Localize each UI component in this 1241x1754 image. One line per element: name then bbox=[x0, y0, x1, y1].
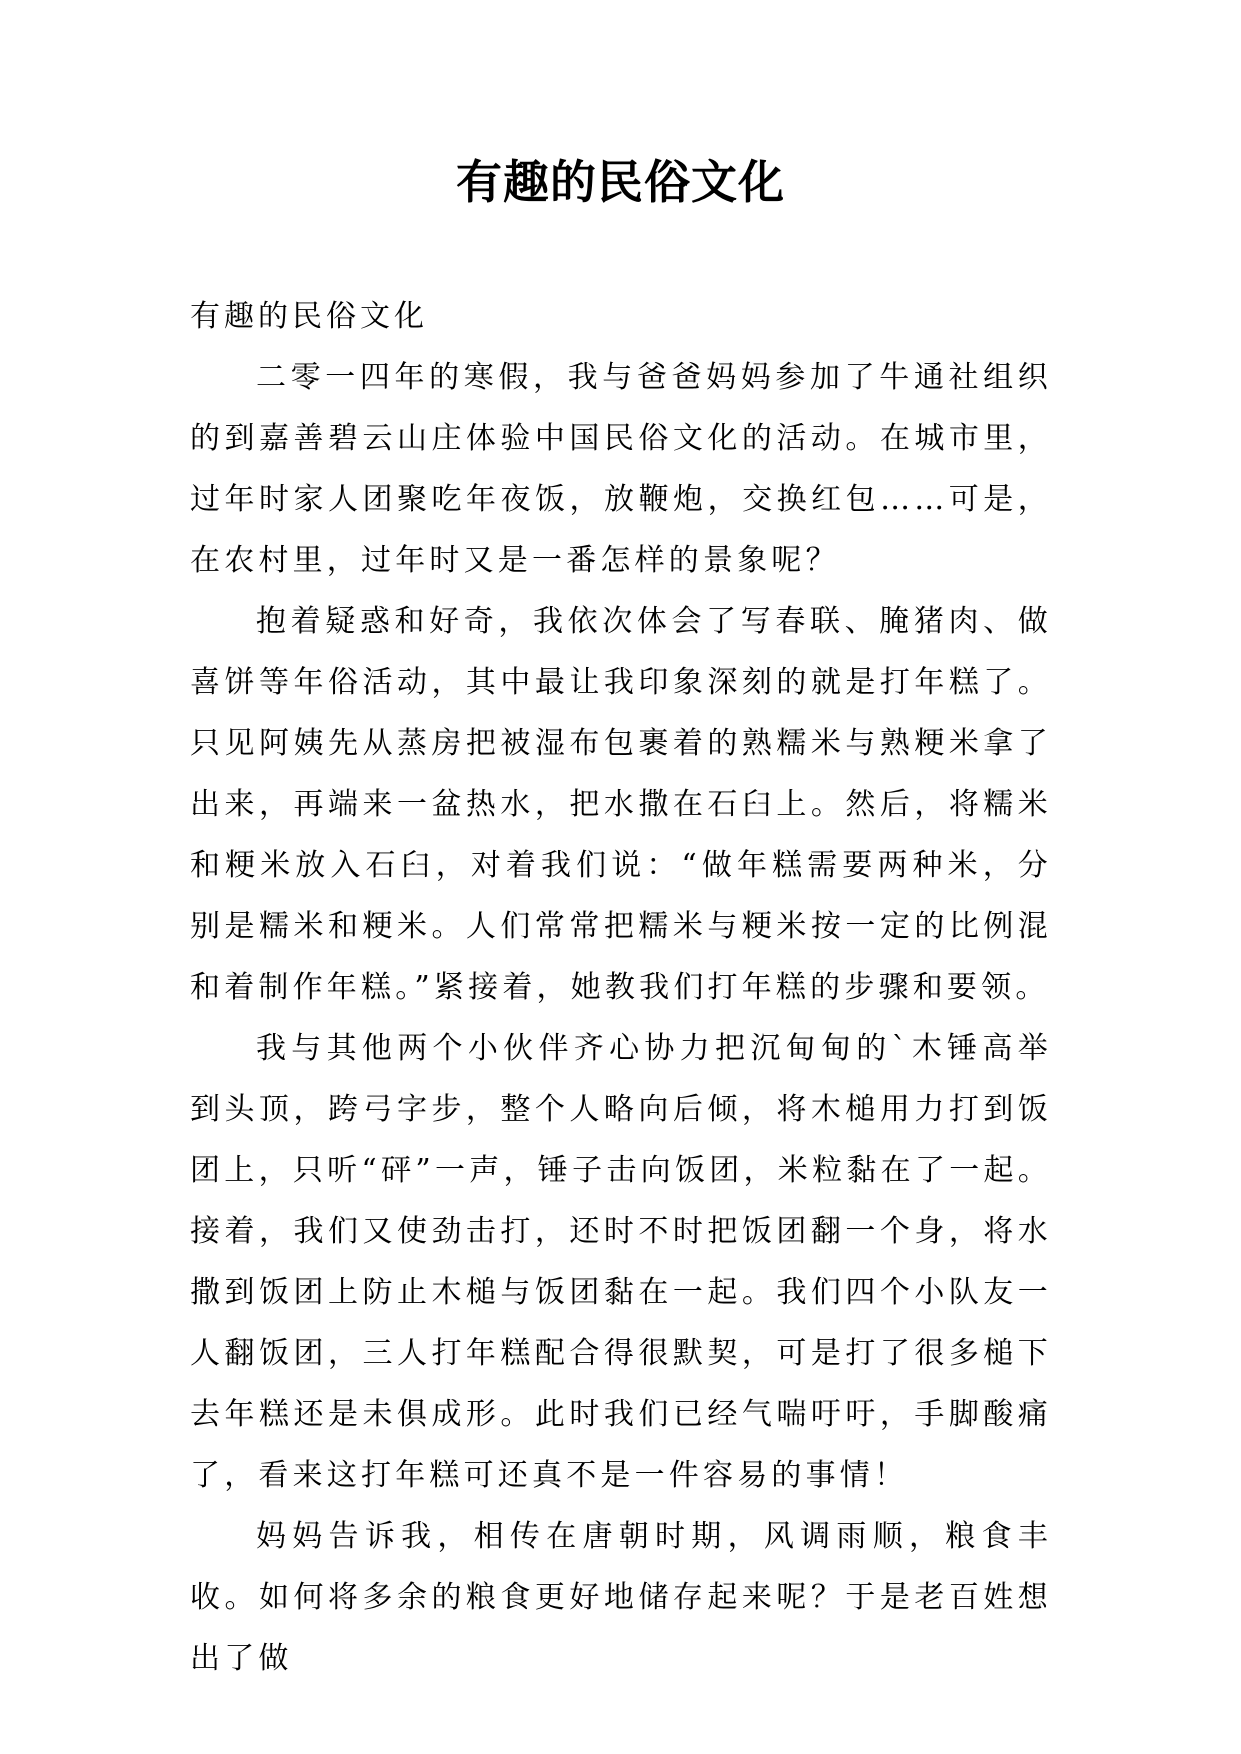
paragraph: 二零一四年的寒假，我与爸爸妈妈参加了牛通社组织的到嘉善碧云山庄体验中国民俗文化的活动。在城市里，过年时家人团聚吃年夜饭，放鞭炮，交换红包……可是，在农村里，过年时又是一番怎样的景象呢？ bbox=[190, 360, 1052, 578]
paragraph: 抱着疑惑和好奇，我依次体会了写春联、腌猪肉、做喜饼等年俗活动，其中最让我印象深刻的就是打年糕了。只见阿姨先从蒸房把被湿布包裹着的熟糯米与熟粳米拿了出来，再端来一盆热水，把水撒在石臼上。然后，将糯米和粳米放入石臼，对着我们说：“做年糕需要两种米，分别是糯米和粳米。人们常常把糯米与粳米按一定的比例混和着制作年糕。”紧接着，她教我们打年糕的步骤和要领。 bbox=[190, 604, 1052, 1005]
document-title: 有趣的民俗文化 bbox=[456, 155, 785, 209]
document-subtitle: 有趣的民俗文化 bbox=[190, 299, 428, 334]
paragraph: 妈妈告诉我，相传在唐朝时期，风调雨顺，粮食丰收。如何将多余的粮食更好地储存起来呢？于是老百姓想出了做 bbox=[190, 1519, 1052, 1676]
document-body bbox=[190, 286, 1052, 1689]
paragraph: 我与其他两个小伙伴齐心协力把沉甸甸的`木锤高举到头顶，跨弓字步，整个人略向后倾，将木槌用力打到饭团上，只听“砰”一声，锤子击向饭团，米粒黏在了一起。接着，我们又使劲击打，还时不时把饭团翻一个身，将水撒到饭团上防止木槌与饭团黏在一起。我们四个小队友一人翻饭团，三人打年糕配合得很默契，可是打了很多槌下去年糕还是未俱成形。此时我们已经气喘吁吁，手脚酸痛了，看来这打年糕可还真不是一件容易的事情！ bbox=[190, 1031, 1052, 1493]
